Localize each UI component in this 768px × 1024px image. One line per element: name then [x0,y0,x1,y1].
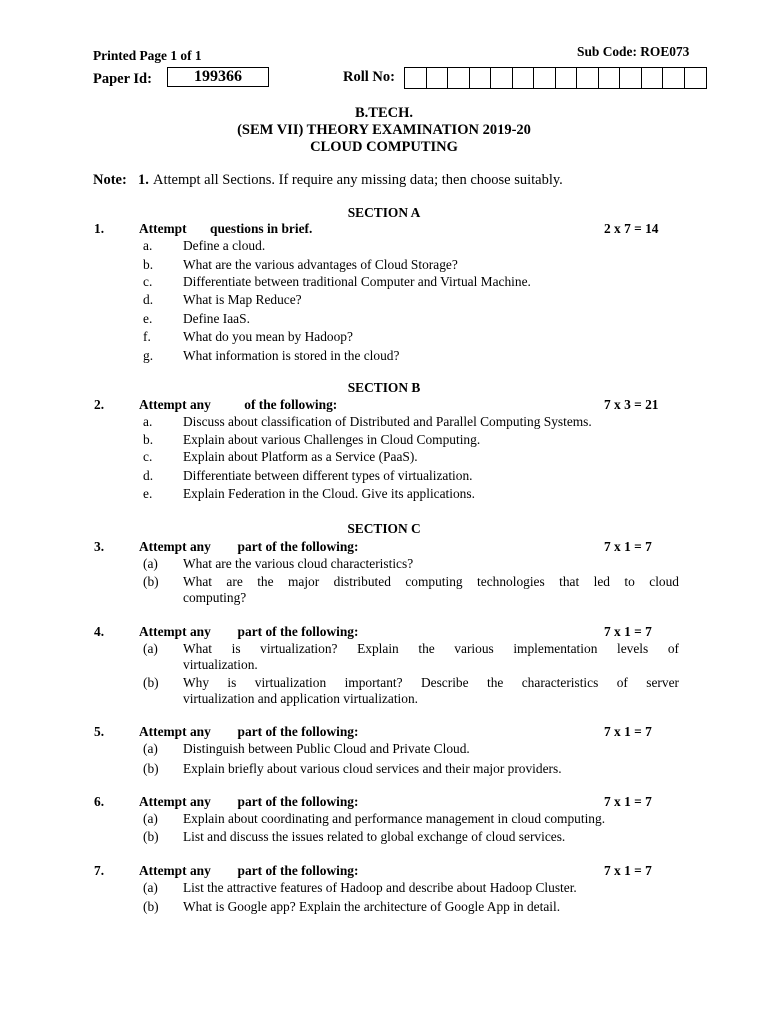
item-text: Explain about various Challenges in Cloud Computing. [183,432,481,447]
item-label: e. [143,486,153,501]
roll-no-box [427,68,449,88]
question-marks: 7 x 1 = 7 [604,863,652,878]
item-label: a. [143,238,153,253]
roll-no-box [405,68,427,88]
item-label: (b) [143,829,159,844]
item-text: What is Map Reduce? [183,292,302,307]
item-label: (b) [143,574,159,589]
item-text: What information is stored in the cloud? [183,348,400,363]
roll-no-box [470,68,492,88]
item-label: (a) [143,741,158,756]
item-label: (a) [143,880,158,895]
item-text-continued: computing? [183,590,247,605]
question-marks: 2 x 7 = 14 [604,221,659,236]
question-number: 3. [94,539,105,554]
exam-subject: CLOUD COMPUTING [310,139,458,155]
roll-no-box [513,68,535,88]
item-text-continued: virtualization. [183,657,258,672]
roll-no-box [599,68,621,88]
question-number: 5. [94,724,105,739]
item-text: Differentiate between different types of virtualization. [183,468,473,483]
question-instruction: Attempt any part of the following: [139,863,359,878]
question-number: 2. [94,397,105,412]
question-marks: 7 x 1 = 7 [604,539,652,554]
question-instruction: Attempt any part of the following: [139,794,359,809]
item-text: Define a cloud. [183,238,266,253]
item-label: (a) [143,641,158,656]
question-number: 6. [94,794,105,809]
roll-no-box [491,68,513,88]
paper-id-box: 199366 [167,67,269,87]
roll-no-box [577,68,599,88]
question-number: 1. [94,221,105,236]
item-label: d. [143,468,154,483]
note-label: Note: [93,172,127,188]
item-label: c. [143,274,153,289]
item-text: Explain Federation in the Cloud. Give its applications. [183,486,475,501]
question-instruction: Attempt any of the following: [139,397,338,412]
item-text: What are the major distributed computing technologies that led to cloud [183,574,679,589]
item-label: c. [143,449,153,464]
roll-no-box [534,68,556,88]
item-text: List and discuss the issues related to global exchange of cloud services. [183,829,566,844]
item-label: f. [143,329,151,344]
roll-no-box [620,68,642,88]
question-number: 4. [94,624,105,639]
exam-title: (SEM VII) THEORY EXAMINATION 2019-20 [237,122,531,138]
item-text: Define IaaS. [183,311,250,326]
item-label: (a) [143,556,158,571]
roll-no-box [642,68,664,88]
item-text-continued: virtualization and application virtualization. [183,691,419,706]
question-marks: 7 x 3 = 21 [604,397,659,412]
question-instruction: Attempt any part of the following: [139,724,359,739]
question-marks: 7 x 1 = 7 [604,794,652,809]
question-instruction: Attempt any part of the following: [139,539,359,554]
item-label: b. [143,432,154,447]
item-label: g. [143,348,154,363]
printed-page-label: Printed Page 1 of 1 [93,48,202,63]
exam-degree: B.TECH. [354,105,413,121]
question-marks: 7 x 1 = 7 [604,624,652,639]
item-text: Explain about coordinating and performance management in cloud computing. [183,811,606,826]
item-text: Differentiate between traditional Computer and Virtual Machine. [183,274,531,289]
item-text: Explain about Platform as a Service (PaaS). [183,449,418,464]
item-text: Distinguish between Public Cloud and Private Cloud. [183,741,470,756]
section-b-heading: SECTION B [347,380,421,395]
roll-no-label: Roll No: [343,69,395,85]
roll-no-box [685,68,707,88]
note-number: 1. [138,172,149,188]
item-text: What is virtualization? Explain the various implementation levels of [183,641,679,656]
roll-no-boxes [404,67,707,89]
roll-no-box [556,68,578,88]
item-label: (b) [143,899,159,914]
item-label: b. [143,257,154,272]
paper-id-label: Paper Id: [93,71,152,87]
item-text: What are the various cloud characteristics? [183,556,414,571]
question-number: 7. [94,863,105,878]
roll-no-box [448,68,470,88]
item-text: Explain briefly about various cloud services and their major providers. [183,761,562,776]
item-label: (b) [143,761,159,776]
question-instruction: Attempt any part of the following: [139,624,359,639]
item-label: (a) [143,811,158,826]
item-text: Why is virtualization important? Describe the characteristics of server [183,675,679,690]
item-text: What do you mean by Hadoop? [183,329,353,344]
item-text: List the attractive features of Hadoop and describe about Hadoop Cluster. [183,880,577,895]
item-text: Discuss about classification of Distributed and Parallel Computing Systems. [183,414,592,429]
sub-code: Sub Code: ROE073 [577,44,690,59]
item-label: (b) [143,675,159,690]
question-marks: 7 x 1 = 7 [604,724,652,739]
item-label: a. [143,414,153,429]
item-text: What are the various advantages of Cloud Storage? [183,257,458,272]
section-a-heading: SECTION A [347,205,421,220]
question-instruction: Attempt questions in brief. [139,221,313,236]
note-text: Attempt all Sections. If require any missing data; then choose suitably. [153,172,563,188]
item-text: What is Google app? Explain the architecture of Google App in detail. [183,899,561,914]
section-c-heading: SECTION C [347,521,421,536]
item-label: d. [143,292,154,307]
item-label: e. [143,311,153,326]
roll-no-box [663,68,685,88]
